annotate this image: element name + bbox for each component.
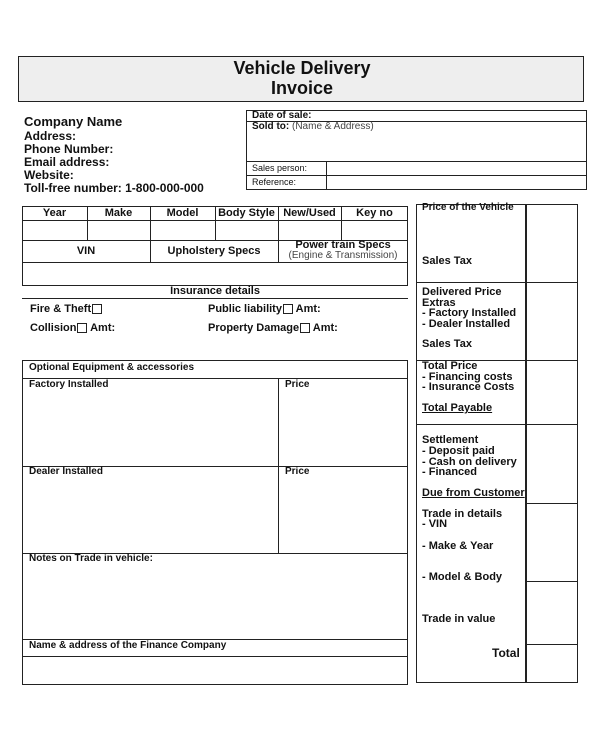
- collision-row[interactable]: [30, 322, 115, 334]
- dealer-installed-label: Dealer Installed: [29, 466, 103, 477]
- settlement-label: Settlement: [422, 434, 479, 446]
- power-train-label: Power train Specs: [295, 239, 391, 251]
- dealer-price-label: Price: [285, 466, 310, 477]
- insurance-heading: Insurance details: [170, 285, 260, 297]
- col-key-no: Key no: [356, 207, 393, 219]
- price-of-vehicle-label: Price of the Vehicle: [422, 202, 514, 213]
- fire-theft-label: Fire & Theft: [30, 303, 92, 315]
- sales-tax-1-label: Sales Tax: [422, 255, 472, 267]
- company-website: Website:: [24, 168, 74, 182]
- factory-installed-label: Factory Installed: [29, 379, 109, 390]
- insurance-costs-label: - Insurance Costs: [422, 381, 515, 393]
- power-train-hint: (Engine & Transmission): [288, 250, 398, 261]
- trade-vin-label: - VIN: [422, 518, 448, 530]
- total-price-label: Total Price: [422, 360, 478, 372]
- sales-tax-2-label: Sales Tax: [422, 338, 472, 350]
- date-of-sale-label: Date of sale:: [252, 110, 312, 121]
- trade-in-details-label: Trade in details: [422, 508, 503, 520]
- public-liability-label: Public liability: [208, 303, 282, 315]
- property-damage-checkbox[interactable]: [300, 323, 310, 333]
- company-address: Address:: [24, 129, 77, 143]
- col-body-style: Body Style: [218, 207, 275, 219]
- equipment-heading: Optional Equipment & accessories: [29, 362, 195, 373]
- pricing-values-column: [526, 204, 578, 683]
- title-line1: Vehicle Delivery: [233, 58, 371, 78]
- col-new-used: New/Used: [283, 207, 336, 219]
- public-liability-row[interactable]: [208, 303, 321, 315]
- due-from-customer-label: Due from Customer: [422, 487, 525, 499]
- property-damage-row[interactable]: [208, 322, 338, 334]
- company-email: Email address:: [24, 155, 110, 169]
- public-liability-amt: Amt:: [295, 303, 321, 315]
- extras-factory-label: - Factory Installed: [422, 307, 517, 319]
- company-name: Company Name: [24, 114, 123, 129]
- extras-dealer-label: - Dealer Installed: [422, 318, 511, 330]
- extras-label: Extras: [422, 297, 456, 309]
- total-payable-label: Total Payable: [422, 402, 493, 414]
- deposit-paid-label: - Deposit paid: [422, 445, 495, 457]
- trade-notes-label: Notes on Trade in vehicle:: [29, 553, 153, 564]
- sales-person-label: Sales person:: [252, 163, 308, 173]
- fire-theft-checkbox[interactable]: [92, 304, 102, 314]
- property-damage-label: Property Damage: [208, 322, 300, 334]
- financed-label: - Financed: [422, 466, 478, 478]
- public-liability-checkbox[interactable]: [283, 304, 293, 314]
- delivered-price-label: Delivered Price: [422, 286, 502, 298]
- factory-price-label: Price: [285, 379, 310, 390]
- upholstery-label: Upholstery Specs: [167, 245, 261, 257]
- fire-theft-row[interactable]: [30, 303, 102, 315]
- company-phone: Phone Number:: [24, 142, 114, 156]
- total-label: Total: [492, 646, 520, 660]
- title-line2: Invoice: [270, 78, 334, 98]
- property-damage-amt: Amt:: [312, 322, 338, 334]
- collision-label: Collision: [30, 322, 77, 334]
- sold-to-label: Sold to:: [252, 121, 290, 132]
- trade-make-year-label: - Make & Year: [422, 540, 494, 552]
- reference-label: Reference:: [252, 177, 297, 187]
- sold-to-field[interactable]: [252, 121, 374, 132]
- col-model: Model: [166, 207, 199, 219]
- trade-in-value-label: Trade in value: [422, 613, 496, 625]
- company-tollfree: Toll-free number: 1-800-000-000: [24, 181, 204, 195]
- collision-checkbox[interactable]: [77, 323, 87, 333]
- vin-label: VIN: [76, 245, 96, 257]
- equipment-box: [22, 360, 408, 685]
- cash-on-delivery-label: - Cash on delivery: [422, 456, 517, 468]
- collision-amt: Amt:: [90, 322, 116, 334]
- financing-costs-label: - Financing costs: [422, 371, 513, 383]
- col-make: Make: [104, 207, 133, 219]
- finance-company-label: Name & address of the Finance Company: [29, 640, 227, 651]
- sold-to-hint: (Name & Address): [292, 121, 374, 132]
- trade-model-body-label: - Model & Body: [422, 571, 503, 583]
- col-year: Year: [42, 207, 67, 219]
